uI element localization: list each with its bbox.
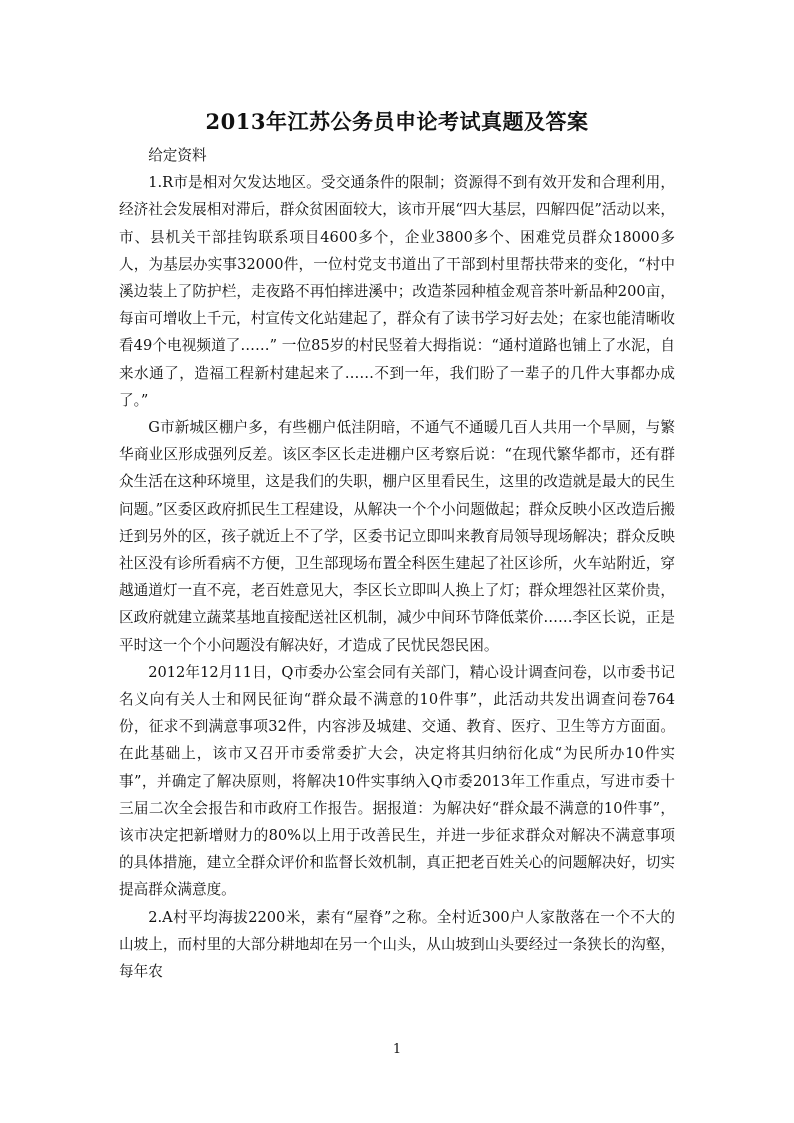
document-title: 2013年江苏公务员申论考试真题及答案 bbox=[205, 109, 589, 134]
page-number: 1 bbox=[392, 1042, 402, 1057]
paragraph: 2012年12月11日，Q市委办公室会同有关部门，精心设计调查问卷，以市委书记名义向有关人士和网民征询“群众最不满意的10件事”，此活动共发出调查问卷764份，征求不到满意事项32件，内容涉及城建、交通、教育、医疗、卫生等方方面面。在此基础上，该市又召开市委常委扩大会，决定将其归纳衍化成“为民所办10件实事”，并确定了解决原则，将解决10件实事纳入Q市委2013年工作重点，写进市委十三届二次全会报告和市政府工作报告。据报道：为解决好“群众最不满意的10件事”，该市决定把新增财力的80%以上用于改善民生，并进一步征求群众对解决不满意事项的具体措施，建立全群众评价和监督长效机制，真正把老百姓关心的问题解决好，切实提高群众满意度。 bbox=[119, 663, 675, 899]
paragraph: 2.A村平均海拔2200米，素有“屋脊”之称。全村近300户人家散落在一个不大的山坡上，而村里的大部分耕地却在另一个山头，从山坡到山头要经过一条狭长的沟壑，每年农 bbox=[119, 908, 675, 981]
paragraph: G市新城区棚户多，有些棚户低洼阴暗，不通气不通暖几百人共用一个旱厕，与繁华商业区形成强列反差。该区李区长走进棚户区考察后说：“在现代繁华都市，还有群众生活在这种环境里，这是我们的失职，棚户区里看民生，这里的改造就是最大的民生问题。”区委区政府抓民生工程建设，从解决一个个小问题做起；群众反映小区改造后搬迁到另外的区，孩子就近上不了学，区委书记立即叫来教育局领导现场解决；群众反映社区没有诊所看病不方便，卫生部现场布置全科医生建起了社区诊所，火车站附近，穿越通道灯一直不亮，老百姓意见大，李区长立即叫人换上了灯；群众埋怨社区菜价贵，区政府就建立蔬菜基地直接配送社区机制，减少中间环节降低菜价……李区长说，正是平时这一个个小问题没有解决好，才造成了民忧民怨民困。 bbox=[119, 419, 675, 654]
document-body bbox=[119, 142, 675, 985]
section-heading: 给定资料 bbox=[148, 147, 207, 164]
paragraph: 1.R市是相对欠发达地区。受交通条件的限制；资源得不到有效开发和合理利用，经济社会发展相对滞后，群众贫困面较大，该市开展“四大基层，四解四促”活动以来，市、县机关干部挂钩联系项目4600多个，企业3800多个、困难党员群众18000多人，为基层办实事32000件，一位村党支书道出了干部到村里帮扶带来的变化，“村中溪边装上了防护栏，走夜路不再怕摔进溪中；改造茶园种植金观音茶叶新品种200亩，每亩可增收上千元，村宣传文化站建起了，群众有了读书学习好去处；在家也能清晰收看49个电视频道了……” 一位85岁的村民竖着大拇指说：“通村道路也铺上了水泥，自来水通了，造福工程新村建起来了……不到一年，我们盼了一辈子的几件大事都办成了。” bbox=[119, 174, 675, 409]
